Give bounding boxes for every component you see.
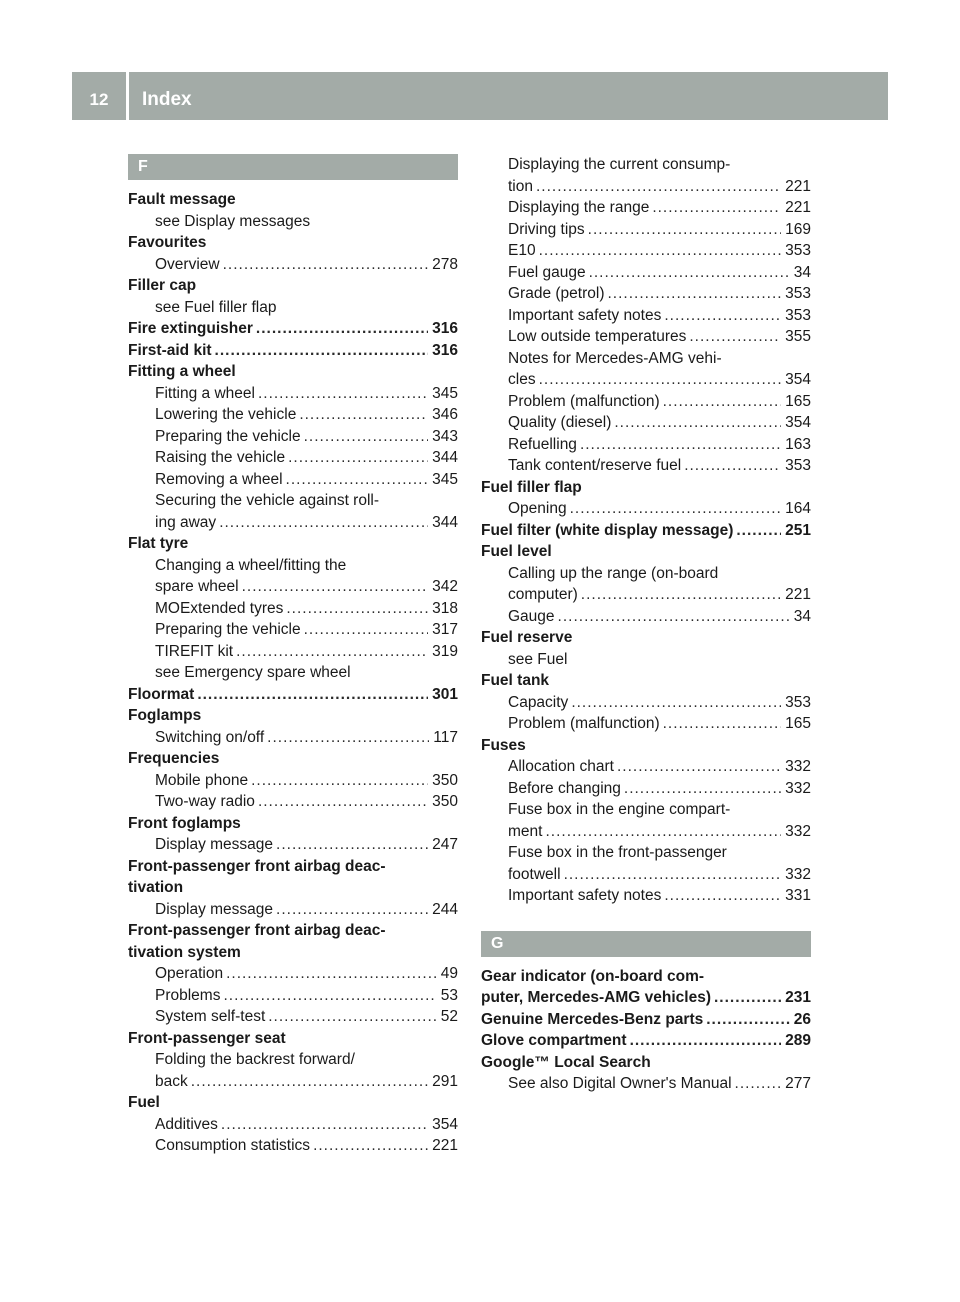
dot-leader: [630, 1030, 782, 1052]
section-spacer: [481, 907, 811, 931]
entry-label: Problems: [155, 986, 221, 1004]
entry-label: First-aid kit: [128, 341, 212, 359]
entry-label: Mobile phone: [155, 771, 249, 789]
entry-label: see Fuel: [508, 650, 568, 668]
page-reference[interactable]: 319: [432, 642, 458, 660]
index-subentry[interactable]: [128, 899, 458, 921]
dot-leader: [304, 619, 429, 641]
index-subentry[interactable]: [128, 426, 458, 448]
dot-leader: [589, 262, 790, 284]
dot-leader: [251, 770, 428, 792]
index-subentry[interactable]: [128, 1114, 458, 1136]
entry-label: Before changing: [508, 779, 621, 797]
index-subentry[interactable]: [128, 598, 458, 620]
entry-label: Floormat: [128, 685, 195, 703]
index-entry: [481, 1052, 811, 1074]
entry-label: Fuse box in the front-passenger: [508, 844, 727, 861]
page-reference[interactable]: 221: [432, 1137, 458, 1154]
page-reference[interactable]: 49: [440, 965, 458, 982]
dot-leader: [607, 283, 781, 305]
entry-label: Quality (diesel): [508, 414, 612, 431]
dot-leader: [215, 340, 429, 362]
page-reference[interactable]: 26: [793, 1010, 811, 1028]
page-reference[interactable]: 244: [432, 900, 458, 918]
entry-label: Preparing the vehicle: [155, 621, 301, 638]
index-entry: [128, 1028, 458, 1050]
page-reference[interactable]: 289: [785, 1032, 811, 1049]
entry-label: Flat tyre: [128, 535, 189, 552]
entry-label: Fuel tank: [481, 672, 550, 689]
index-entry[interactable]: [481, 987, 811, 1009]
page-reference[interactable]: 344: [432, 513, 458, 531]
page-reference[interactable]: 332: [785, 779, 811, 797]
index-subentry[interactable]: [481, 283, 811, 305]
entry-label: Display message: [155, 900, 274, 918]
page-reference[interactable]: 345: [432, 384, 458, 402]
page-reference[interactable]: 355: [785, 328, 811, 345]
page-reference[interactable]: 164: [785, 500, 811, 517]
entry-label: computer): [508, 586, 578, 603]
index-entry[interactable]: [481, 1009, 811, 1031]
index-subentry[interactable]: [128, 791, 458, 813]
index-subentry: [128, 211, 458, 233]
page-reference[interactable]: 291: [432, 1072, 458, 1090]
page-title: Index: [142, 89, 192, 110]
entry-label: Opening: [508, 500, 567, 517]
index-entry: [128, 189, 458, 211]
entry-label: Low outside temperatures: [508, 328, 687, 345]
entry-label: Lowering the vehicle: [155, 406, 297, 423]
dot-leader: [663, 391, 782, 413]
entry-label: Allocation chart: [508, 758, 614, 775]
index-entry: [128, 748, 458, 770]
index-entry: [128, 813, 458, 835]
entry-label: Genuine Mercedes-Benz parts: [481, 1010, 704, 1028]
entry-label: Fuel filler flap: [481, 478, 582, 496]
dot-leader: [570, 498, 782, 520]
dot-leader: [313, 1135, 428, 1157]
index-entry[interactable]: [128, 684, 458, 706]
page-reference[interactable]: 221: [785, 177, 811, 195]
index-subentry[interactable]: [128, 1071, 458, 1093]
dot-leader: [706, 1009, 790, 1031]
entry-label: see Display messages: [155, 212, 311, 230]
index-entry: [128, 361, 458, 383]
entry-label: Grade (petrol): [508, 285, 605, 302]
index-subentry: [481, 649, 811, 671]
entry-label: MOExtended tyres: [155, 599, 284, 617]
page-number: 12: [89, 90, 109, 109]
index-subentry[interactable]: [128, 447, 458, 469]
page-reference[interactable]: 332: [785, 865, 811, 883]
page-reference[interactable]: 117: [433, 728, 458, 746]
entry-label: tivation system: [128, 943, 241, 961]
index-subentry: [481, 348, 811, 370]
index-subentry[interactable]: [481, 240, 811, 262]
entry-label: Fuel gauge: [508, 263, 586, 281]
index-entry: [481, 541, 811, 563]
entry-label: Fuses: [481, 736, 526, 754]
page-reference[interactable]: 53: [440, 986, 458, 1004]
entry-label: Folding the backrest forward/: [155, 1051, 355, 1068]
entry-label: Fault message: [128, 191, 236, 208]
dot-leader: [276, 834, 428, 856]
dot-leader: [539, 369, 782, 391]
entry-label: Fitting a wheel: [128, 363, 236, 380]
page-reference[interactable]: 301: [432, 685, 458, 703]
dot-leader: [663, 713, 782, 735]
page-reference[interactable]: 165: [785, 392, 811, 410]
index-subentry: [481, 154, 811, 176]
dot-leader: [258, 383, 428, 405]
index-entry[interactable]: [481, 1030, 811, 1052]
page-reference[interactable]: 332: [785, 822, 811, 840]
dot-leader: [536, 176, 781, 198]
section-letter-header: G: [481, 931, 811, 957]
entry-label: Google™ Local Search: [481, 1053, 651, 1071]
entry-label: Fuel level: [481, 543, 552, 560]
page-reference[interactable]: 350: [432, 793, 458, 810]
entry-label: E10: [508, 242, 536, 259]
index-entry: [128, 942, 458, 964]
entry-label: ment: [508, 822, 543, 840]
index-subentry[interactable]: [128, 254, 458, 276]
dot-leader: [286, 598, 428, 620]
index-column-right: [481, 154, 811, 1095]
dot-leader: [564, 864, 782, 886]
entry-label: Notes for Mercedes-AMG vehi-: [508, 349, 722, 367]
dot-leader: [288, 447, 428, 469]
index-subentry: [481, 563, 811, 585]
entry-label: Refuelling: [508, 435, 577, 453]
page-reference[interactable]: 316: [432, 320, 458, 337]
dot-leader: [614, 412, 781, 434]
entry-label: Two-way radio: [155, 793, 255, 810]
index-entry: [481, 735, 811, 757]
entry-label: Problem (malfunction): [508, 392, 660, 410]
entry-label: Front-passenger front airbag deac-: [128, 857, 386, 875]
index-entry: [481, 966, 811, 988]
page-reference[interactable]: 163: [785, 435, 811, 453]
dot-leader: [223, 254, 429, 276]
page-reference[interactable]: 169: [785, 220, 811, 238]
entry-label: See also Digital Owner's Manual: [508, 1075, 732, 1092]
entry-label: TIREFIT kit: [155, 642, 234, 660]
dot-leader: [652, 197, 781, 219]
index-entry: [481, 477, 811, 499]
dot-leader: [624, 778, 781, 800]
entry-label: Fuel: [128, 1094, 160, 1111]
section-letter-header: F: [128, 154, 458, 180]
entry-label: Important safety notes: [508, 887, 662, 904]
index-subentry[interactable]: [481, 498, 811, 520]
dot-leader: [299, 404, 428, 426]
entry-label: Securing the vehicle against roll-: [155, 492, 380, 509]
dot-leader: [689, 326, 781, 348]
index-subentry: [128, 297, 458, 319]
index-entry: [128, 856, 458, 878]
dot-leader: [304, 426, 429, 448]
entry-label: Driving tips: [508, 220, 585, 238]
entry-label: Filler cap: [128, 277, 197, 294]
index-subentry[interactable]: [128, 770, 458, 792]
index-subentry: [128, 662, 458, 684]
entry-label: spare wheel: [155, 578, 239, 595]
index-entry: [481, 627, 811, 649]
dot-leader: [545, 821, 781, 843]
index-subentry[interactable]: [128, 469, 458, 491]
dot-leader: [236, 641, 428, 663]
entry-label: tion: [508, 177, 533, 195]
index-entry: [128, 877, 458, 899]
index-entry[interactable]: [128, 318, 458, 340]
dot-leader: [219, 512, 428, 534]
index-entry: [128, 533, 458, 555]
index-subentry[interactable]: [481, 391, 811, 413]
dot-leader: [571, 692, 781, 714]
index-subentry[interactable]: [481, 756, 811, 778]
index-subentry[interactable]: [481, 262, 811, 284]
page-reference[interactable]: 344: [432, 449, 458, 466]
page-reference[interactable]: 34: [793, 263, 811, 281]
index-entry[interactable]: [128, 340, 458, 362]
index-subentry: [128, 1049, 458, 1071]
page-reference[interactable]: 221: [785, 586, 811, 603]
dot-leader: [580, 434, 781, 456]
entry-label: Foglamps: [128, 707, 202, 724]
page-reference[interactable]: 332: [785, 758, 811, 775]
page-reference[interactable]: 350: [432, 771, 458, 789]
entry-label: Fuel reserve: [481, 629, 573, 646]
page-reference[interactable]: 277: [785, 1075, 811, 1092]
entry-label: Problem (malfunction): [508, 715, 660, 732]
page-reference[interactable]: 353: [785, 693, 811, 711]
page-reference[interactable]: 251: [785, 521, 811, 539]
page-reference[interactable]: 278: [432, 255, 458, 273]
dot-leader: [256, 318, 428, 340]
index-entry: [128, 705, 458, 727]
page-reference[interactable]: 353: [785, 306, 811, 324]
page-reference[interactable]: 354: [785, 371, 811, 388]
index-subentry: [481, 799, 811, 821]
index-subentry[interactable]: [128, 834, 458, 856]
entry-label: Operation: [155, 965, 224, 982]
header-bar: [72, 72, 888, 120]
entry-label: Display message: [155, 836, 274, 853]
entry-label: puter, Mercedes-AMG vehicles): [481, 989, 711, 1006]
index-subentry: [128, 555, 458, 577]
index-entry: [128, 232, 458, 254]
dot-leader: [664, 885, 781, 907]
index-subentry[interactable]: [481, 1073, 811, 1095]
entry-label: tivation: [128, 879, 184, 896]
dot-leader: [221, 1114, 428, 1136]
entry-label: Front foglamps: [128, 814, 241, 832]
entry-label: Consumption statistics: [155, 1137, 311, 1154]
index-entry[interactable]: [481, 520, 811, 542]
entry-label: Calling up the range (on-board: [508, 564, 719, 582]
entry-label: Favourites: [128, 234, 207, 251]
entry-label: Fire extinguisher: [128, 320, 253, 337]
index-subentry[interactable]: [481, 197, 811, 219]
page-reference[interactable]: 353: [785, 285, 811, 302]
dot-leader: [197, 684, 428, 706]
page-reference[interactable]: 34: [793, 607, 811, 625]
entry-label: Overview: [155, 255, 220, 273]
entry-label: Displaying the range: [508, 199, 650, 216]
page-reference[interactable]: 353: [785, 457, 811, 474]
entry-label: Front-passenger seat: [128, 1029, 286, 1047]
index-entry: [481, 670, 811, 692]
page-reference[interactable]: 353: [785, 242, 811, 259]
page-reference[interactable]: 354: [785, 414, 811, 431]
index-entry: [128, 920, 458, 942]
page-reference[interactable]: 343: [432, 427, 458, 445]
index-subentry[interactable]: [128, 404, 458, 426]
index-subentry[interactable]: [128, 985, 458, 1007]
index-subentry[interactable]: [481, 821, 811, 843]
index-subentry[interactable]: [128, 1006, 458, 1028]
dot-leader: [539, 240, 782, 262]
page-reference[interactable]: 354: [432, 1115, 458, 1133]
index-subentry[interactable]: [128, 383, 458, 405]
entry-label: ing away: [155, 513, 217, 531]
dot-leader: [558, 606, 790, 628]
index-subentry[interactable]: [481, 778, 811, 800]
index-subentry[interactable]: [481, 176, 811, 198]
dot-leader: [664, 305, 781, 327]
dot-leader: [735, 1073, 782, 1095]
dot-leader: [242, 576, 429, 598]
index-subentry[interactable]: [128, 619, 458, 641]
dot-leader: [286, 469, 429, 491]
dot-leader: [223, 985, 436, 1007]
entry-label: Fuel filter (white display message): [481, 521, 734, 539]
dot-leader: [268, 1006, 437, 1028]
index-subentry[interactable]: [128, 512, 458, 534]
dot-leader: [714, 987, 781, 1009]
page-reference[interactable]: 52: [440, 1008, 458, 1025]
index-subentry[interactable]: [481, 885, 811, 907]
entry-label: Fitting a wheel: [155, 384, 255, 402]
entry-label: Glove compartment: [481, 1032, 627, 1049]
index-subentry[interactable]: [481, 434, 811, 456]
entry-label: Switching on/off: [155, 728, 265, 746]
index-subentry[interactable]: [481, 326, 811, 348]
index-entry: [128, 1092, 458, 1114]
page-reference[interactable]: 165: [785, 715, 811, 732]
entry-label: Gauge: [508, 607, 555, 625]
index-subentry[interactable]: [481, 692, 811, 714]
index-subentry[interactable]: [481, 864, 811, 886]
entry-label: see Emergency spare wheel: [155, 664, 351, 681]
dot-leader: [191, 1071, 428, 1093]
entry-label: Frequencies: [128, 750, 220, 767]
page-reference[interactable]: 342: [432, 578, 458, 595]
dot-leader: [617, 756, 781, 778]
page-reference[interactable]: 346: [432, 406, 458, 423]
entry-label: Changing a wheel/fitting the: [155, 556, 347, 574]
index-subentry[interactable]: [481, 412, 811, 434]
dot-leader: [736, 520, 781, 542]
page-reference[interactable]: 231: [785, 989, 811, 1006]
entry-label: Gear indicator (on-board com-: [481, 967, 705, 985]
entry-label: cles: [508, 371, 536, 388]
dot-leader: [267, 727, 429, 749]
dot-leader: [684, 455, 781, 477]
entry-label: Tank content/reserve fuel: [508, 457, 682, 474]
index-subentry[interactable]: [128, 641, 458, 663]
dot-leader: [588, 219, 781, 241]
page-reference[interactable]: 331: [785, 887, 811, 904]
page-reference[interactable]: 317: [432, 621, 458, 638]
entry-label: footwell: [508, 865, 561, 883]
entry-label: Raising the vehicle: [155, 449, 286, 466]
index-column-left: [128, 154, 458, 1157]
entry-label: see Fuel filler flap: [155, 298, 277, 316]
index-entry: [128, 275, 458, 297]
entry-label: System self-test: [155, 1008, 266, 1025]
index-subentry[interactable]: [481, 606, 811, 628]
index-subentry[interactable]: [481, 584, 811, 606]
entry-label: Removing a wheel: [155, 470, 283, 488]
entry-label: Capacity: [508, 693, 569, 711]
entry-label: back: [155, 1072, 188, 1090]
entry-label: Front-passenger front airbag deac-: [128, 922, 386, 939]
entry-label: Preparing the vehicle: [155, 427, 301, 445]
entry-label: Displaying the current consump-: [508, 156, 731, 173]
index-subentry[interactable]: [481, 369, 811, 391]
index-subentry: [481, 842, 811, 864]
entry-label: Important safety notes: [508, 306, 662, 324]
dot-leader: [258, 791, 428, 813]
dot-leader: [581, 584, 781, 606]
page-reference[interactable]: 221: [785, 199, 811, 216]
index-subentry[interactable]: [481, 305, 811, 327]
index-subentry: [128, 490, 458, 512]
index-subentry[interactable]: [481, 219, 811, 241]
dot-leader: [226, 963, 437, 985]
page-reference[interactable]: 247: [432, 836, 458, 853]
index-subentry[interactable]: [128, 963, 458, 985]
index-subentry[interactable]: [128, 727, 458, 749]
index-subentry[interactable]: [481, 455, 811, 477]
index-subentry[interactable]: [481, 713, 811, 735]
dot-leader: [276, 899, 428, 921]
header-divider: [126, 72, 129, 120]
page-reference[interactable]: 316: [432, 341, 458, 359]
entry-label: Fuse box in the engine compart-: [508, 801, 731, 818]
page-reference[interactable]: 318: [432, 599, 458, 617]
page-reference[interactable]: 345: [432, 470, 458, 488]
index-subentry[interactable]: [128, 1135, 458, 1157]
index-subentry[interactable]: [128, 576, 458, 598]
entry-label: Additives: [155, 1115, 218, 1133]
